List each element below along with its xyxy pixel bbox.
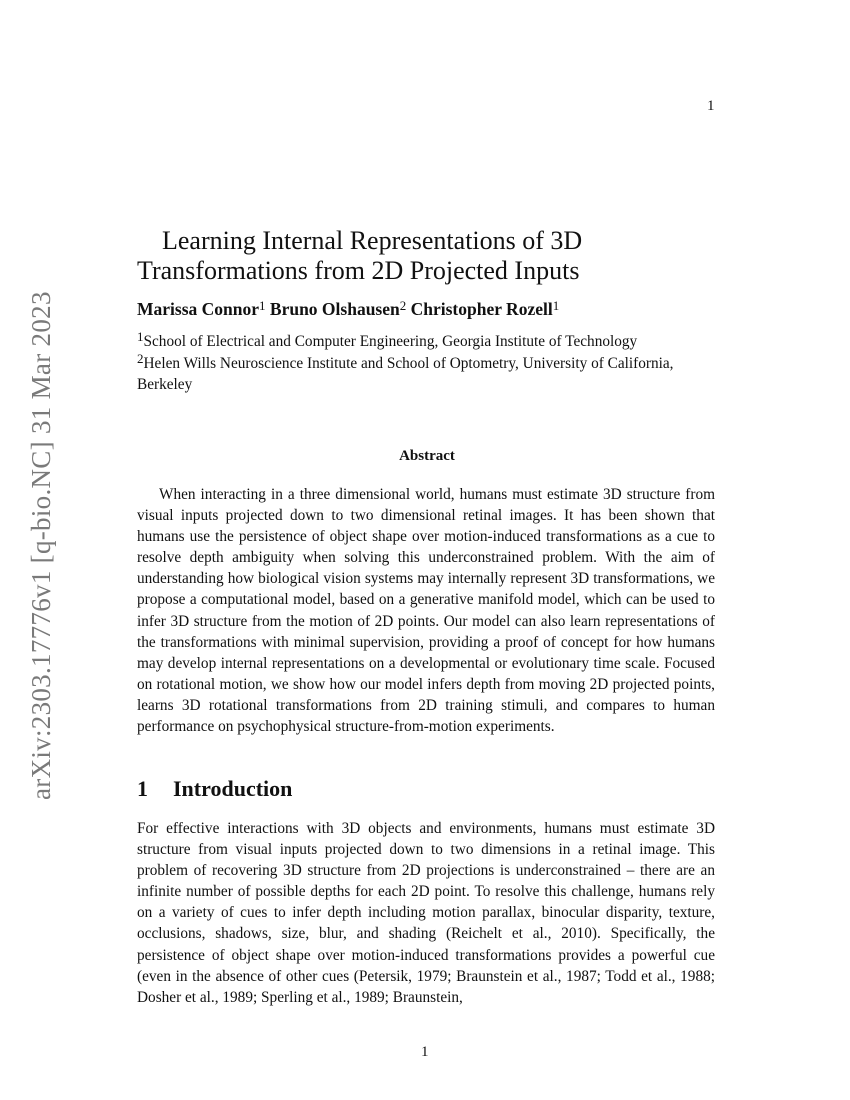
section-heading-introduction [137,776,292,802]
paper-title: Learning Internal Representations of 3D Transformations from 2D Projected Inputs [137,226,583,285]
footer-page-number: 1 [421,1044,429,1060]
author-affiliation-mark: 2 [399,298,407,313]
affiliation-mark: 2 [137,351,144,366]
affiliation-text: School of Electrical and Computer Engineering, Georgia Institute of Technology [143,333,638,350]
author-name: Bruno Olshausen [269,299,400,319]
affiliation-mark: 1 [137,329,144,344]
affiliation-text: Helen Wills Neuroscience Institute and School of Optometry, University of California, Berkeley [137,355,674,393]
introduction-body: For effective interactions with 3D objects and environments, humans must estimate 3D structure from visual inputs projected down to two dimensions in a retinal image. This problem of recovering 3D structure from 2D projections is underconstrained – there are an infinite number of possible depths for each 2D point. To resolve this challenge, humans rely on a variety of cues to infer depth including motion parallax, binocular disparity, texture, occlusions, shadows, size, blur, and shading (Reichelt et al., 2010). Specifically, the persistence of object shape over motion-induced transformations provides a powerful cue (even in the absence of other cues (Petersik, 1979; Braunstein et al., 1987; Todd et al., 1988; Dosher et al., 1989; Sperling et al., 1989; Braunstein, [137,820,715,1006]
author-name: Marissa Connor [137,299,260,319]
arxiv-identifier-stamp[interactable]: arXiv:2303.17776v1 [q-bio.NC] 31 Mar 2023 [26,291,56,800]
section-title: Introduction [173,776,293,801]
author-name: Christopher Rozell [410,299,553,319]
author-list [137,298,559,320]
affiliation [137,348,717,395]
abstract-heading: Abstract [399,448,455,464]
header-page-number: 1 [707,98,715,114]
author-affiliation-mark: 1 [259,298,266,313]
abstract-body: When interacting in a three dimensional world, humans must estimate 3D structure from visual inputs projected down to two dimensional retinal images. It has been shown that humans use the persistence of object shape over motion-induced transformations as a cue to resolve depth ambiguity when solving this underconstrained problem. With the aim of understanding how biological vision systems may internally represent 3D transformations, we propose a computational model, based on a generative manifold model, which can be used to infer 3D structure from the motion of 2D points. Our model can also learn representations of the transformations with minimal supervision, providing a proof of concept for how humans may develop internal representations on a developmental or evolutionary time scale. Focused on rotational motion, we show how our model infers depth from moving 2D projected points, learns 3D rotational transformations from 2D training stimuli, and compares to human performance on psychophysical structure-from-motion experiments. [137,486,715,736]
section-number: 1 [137,776,148,801]
author-affiliation-mark: 1 [552,298,560,313]
